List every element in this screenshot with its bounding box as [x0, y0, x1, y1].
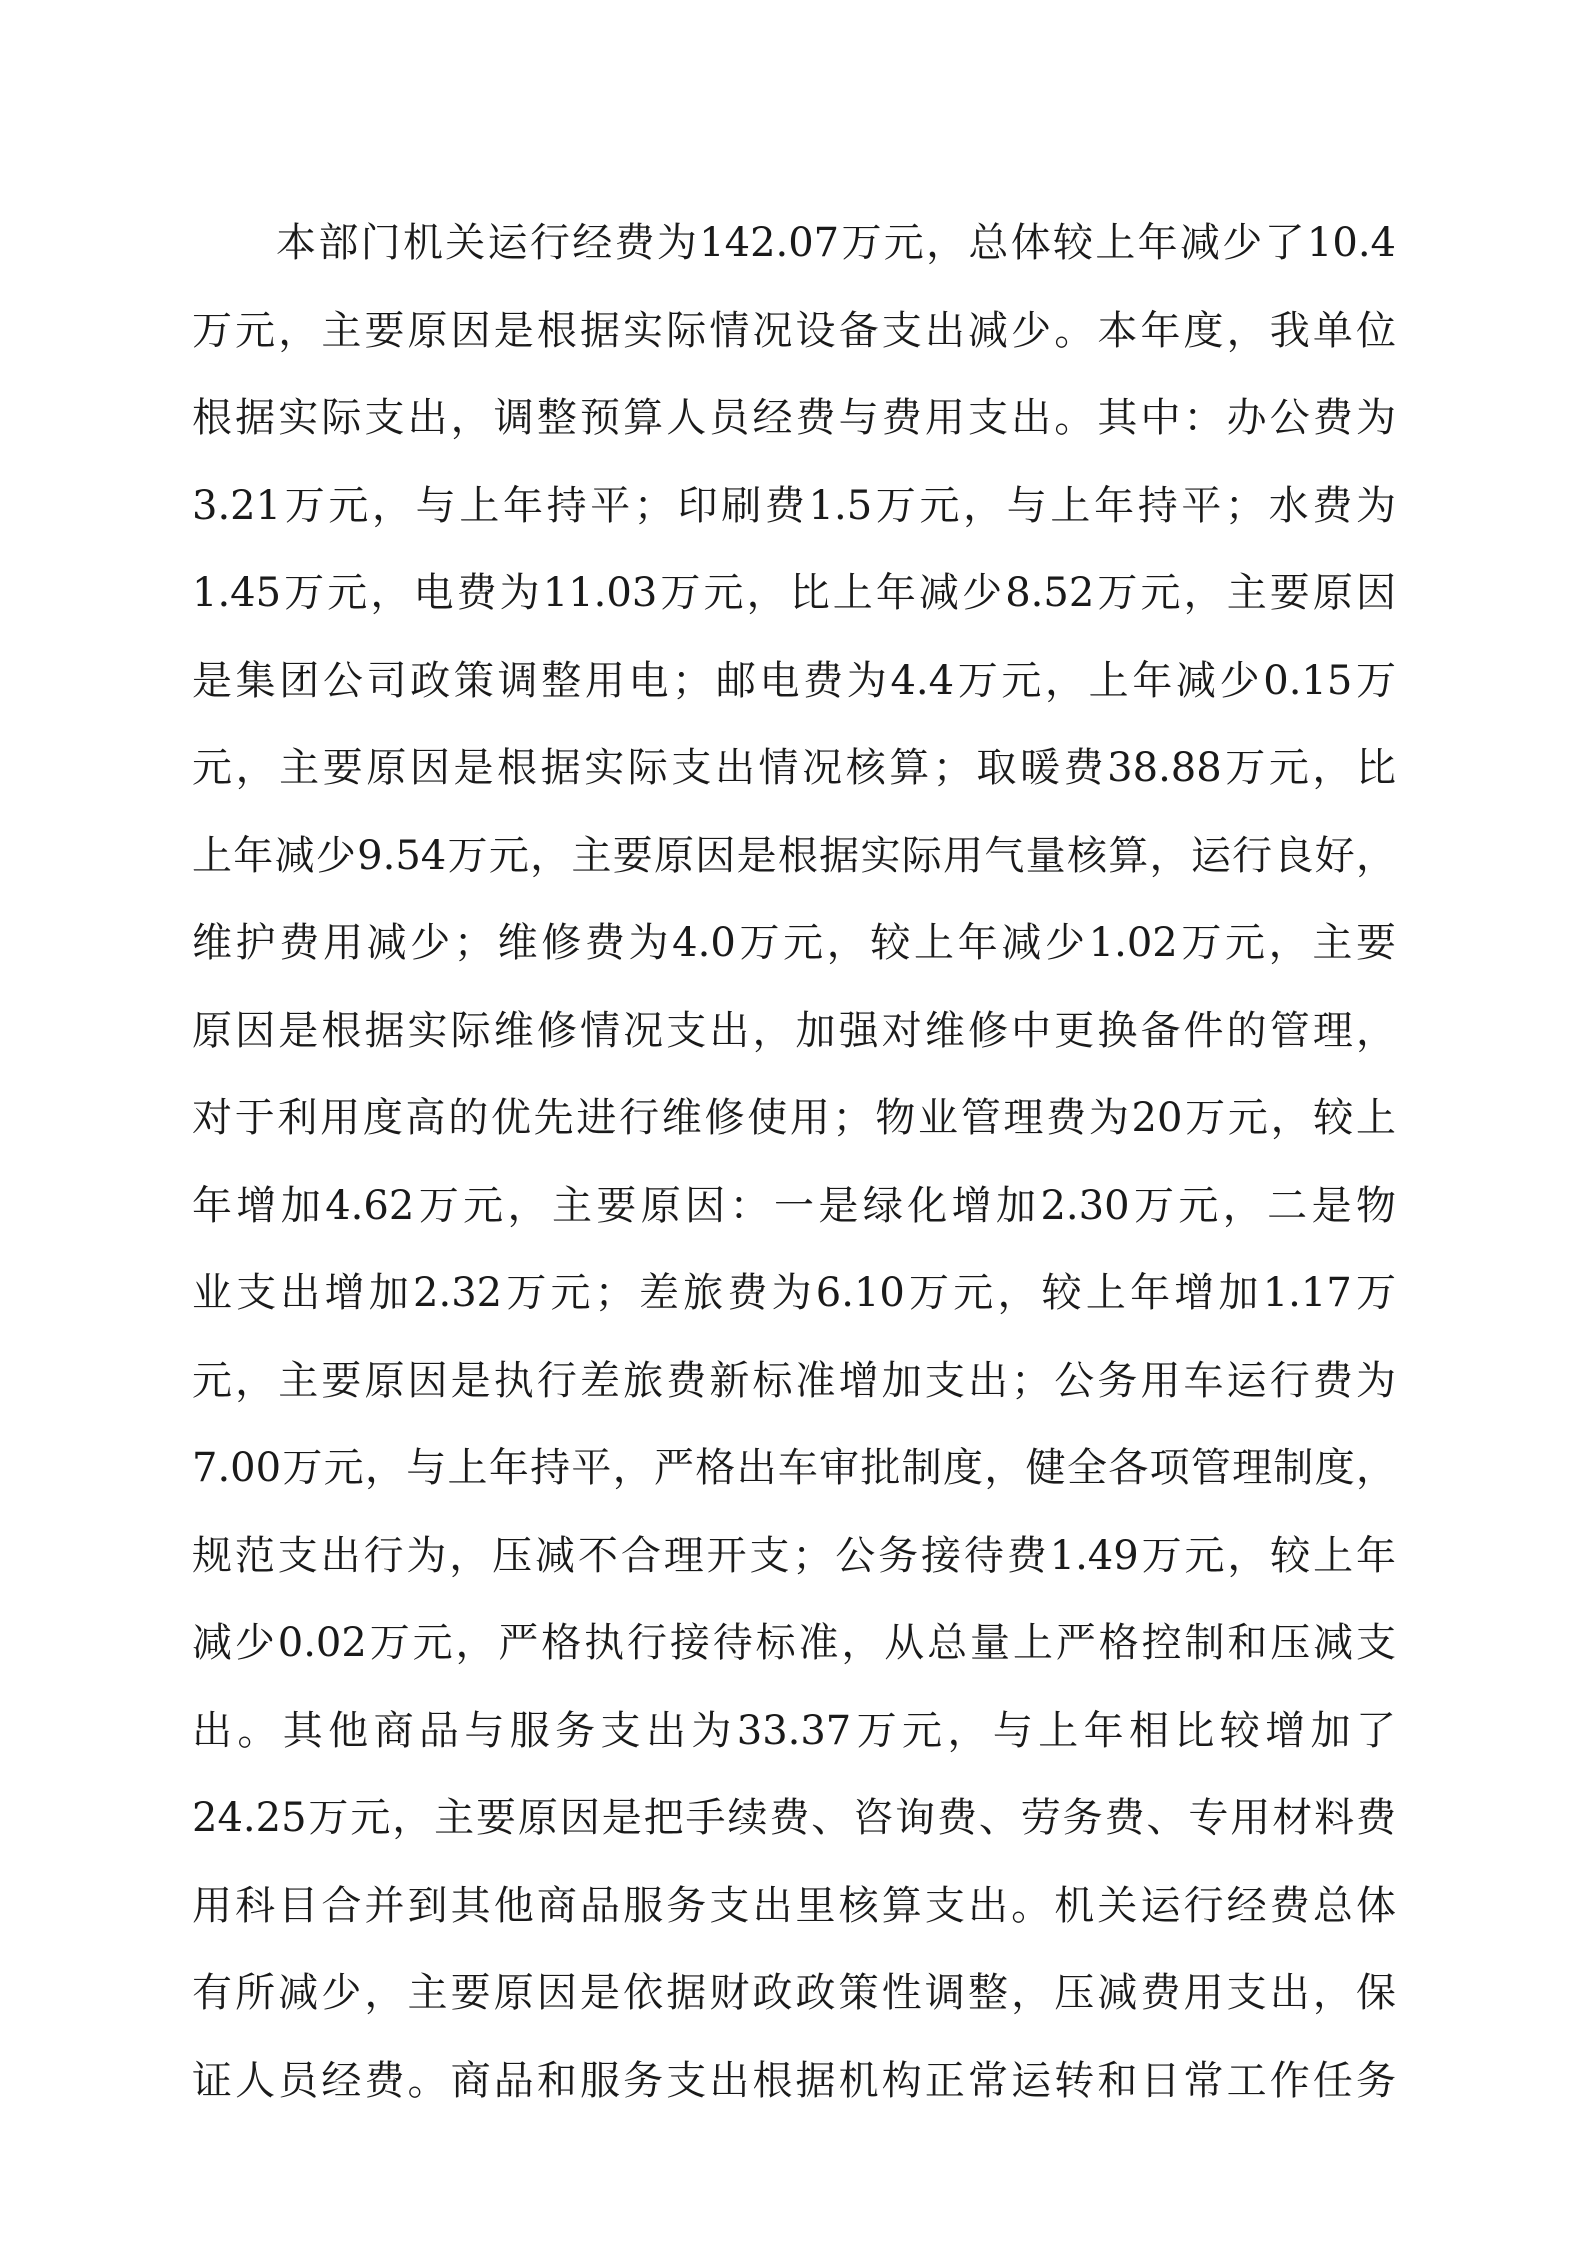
paragraph-line: 7.00万元，与上年持平，严格出车审批制度，健全各项管理制度， [192, 1445, 1396, 1491]
paragraph-line: 业支出增加2.32万元；差旅费为6.10万元，较上年增加1.17万 [192, 1270, 1396, 1316]
paragraph-line: 维护费用减少；维修费为4.0万元，较上年减少1.02万元，主要 [192, 920, 1396, 966]
paragraph-line: 本部门机关运行经费为142.07万元，总体较上年减少了10.4 [276, 220, 1396, 266]
paragraph-line: 24.25万元，主要原因是把手续费、咨询费、劳务费、专用材料费 [192, 1795, 1396, 1841]
paragraph-line: 1.45万元，电费为11.03万元，比上年减少8.52万元，主要原因 [192, 570, 1396, 616]
paragraph-line: 规范支出行为，压减不合理开支；公务接待费1.49万元，较上年 [192, 1532, 1396, 1579]
paragraph-line: 万元，主要原因是根据实际情况设备支出减少。本年度，我单位 [192, 307, 1396, 354]
paragraph-line: 根据实际支出，调整预算人员经费与费用支出。其中：办公费为 [192, 395, 1396, 441]
paragraph-line: 出。其他商品与服务支出为33.37万元，与上年相比较增加了 [192, 1707, 1396, 1754]
paragraph-line: 3.21万元，与上年持平；印刷费1.5万元，与上年持平；水费为 [192, 482, 1396, 529]
paragraph-line: 上年减少9.54万元，主要原因是根据实际用气量核算，运行良好， [192, 832, 1396, 879]
paragraph-line: 有所减少，主要原因是依据财政政策性调整，压减费用支出，保 [192, 1970, 1396, 2016]
paragraph-body [192, 200, 1396, 2125]
paragraph-line: 减少0.02万元，严格执行接待标准，从总量上严格控制和压减支 [192, 1620, 1396, 1666]
paragraph-line: 用科目合并到其他商品服务支出里核算支出。机关运行经费总体 [192, 1882, 1396, 1929]
paragraph-line: 证人员经费。商品和服务支出根据机构正常运转和日常工作任务 [192, 2057, 1396, 2104]
paragraph-line: 原因是根据实际维修情况支出，加强对维修中更换备件的管理， [192, 1007, 1396, 1054]
paragraph-line: 是集团公司政策调整用电；邮电费为4.4万元，上年减少0.15万 [192, 657, 1396, 704]
paragraph-line: 元，主要原因是执行差旅费新标准增加支出；公务用车运行费为 [192, 1357, 1396, 1404]
paragraph-line: 元，主要原因是根据实际支出情况核算；取暖费38.88万元，比 [192, 745, 1396, 791]
paragraph-line: 年增加4.62万元，主要原因：一是绿化增加2.30万元，二是物 [192, 1182, 1396, 1229]
paragraph-line: 对于利用度高的优先进行维修使用；物业管理费为20万元，较上 [192, 1095, 1396, 1141]
